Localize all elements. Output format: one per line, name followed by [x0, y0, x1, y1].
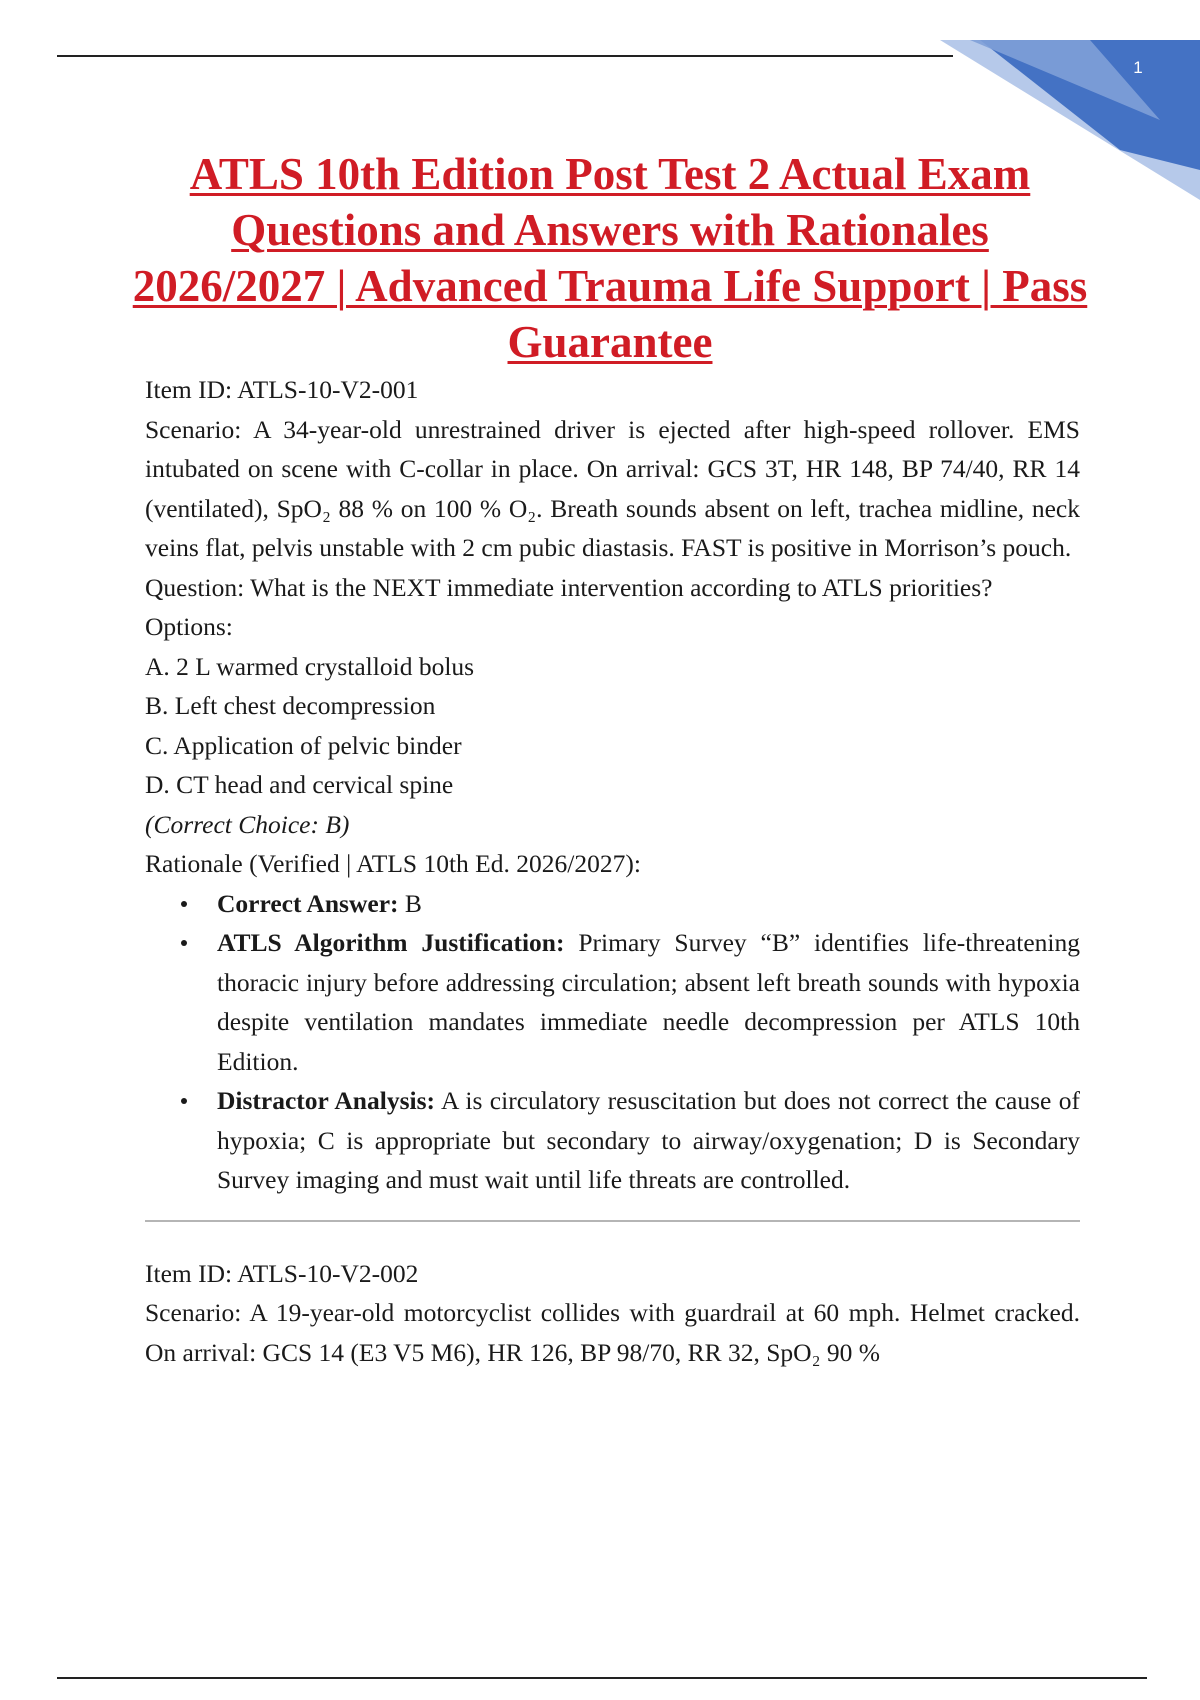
footer-rule	[57, 1677, 1147, 1679]
page-number: 1	[1133, 58, 1143, 77]
rationale-label: Correct Answer:	[217, 888, 399, 918]
rationale-text: Primary Survey “B” identifies life-threatening thoracic injury before addressing circulation; absent left breath sounds with hypoxia despite ventilation mandates immediate needle decompression per ATLS 10th Edition.	[217, 928, 1080, 1076]
document-title: ATLS 10th Edition Post Test 2 Actual Exam Questions and Answers with Rationales 2026/2027 | Advanced Trauma Life Support | Pass Guarantee	[132, 149, 1088, 367]
rationale-label: Distractor Analysis:	[217, 1086, 435, 1115]
option-d: D. CT head and cervical spine	[145, 770, 454, 799]
header-rule	[57, 55, 953, 57]
scenario-text: Scenario: A 19-year-old motorcyclist collides with guardrail at 60 mph. Helmet cracked. On arrival: GCS 14 (E3 V5 M6), HR 126, BP 98/70, RR 32, SpO₂ 90 %	[145, 1298, 1080, 1367]
question-item-1	[145, 370, 1080, 1200]
rationale-list	[145, 884, 1080, 1200]
option-a: A. 2 L warmed crystalloid bolus	[145, 651, 475, 681]
rationale-item-distractor-analysis	[217, 1081, 1080, 1200]
rationale-heading: Rationale (Verified | ATLS 10th Ed. 2026/2027):	[145, 849, 641, 878]
rationale-text: A is circulatory resuscitation but does not correct the cause of hypoxia; C is appropriate but secondary to airway/oxygenation; D is Secondary Survey imaging and must wait until life threats are controlled.	[217, 1086, 1080, 1194]
rationale-text: B	[398, 888, 422, 918]
option-c: C. Application of pelvic binder	[145, 730, 462, 760]
correct-choice: (Correct Choice: B)	[145, 809, 350, 839]
options-label: Options:	[145, 612, 233, 641]
option-b: B. Left chest decompression	[145, 691, 436, 720]
rationale-item-correct-answer	[217, 884, 1080, 924]
rationale-label: ATLS Algorithm Justification:	[217, 928, 565, 957]
document-body	[145, 370, 1080, 1372]
scenario-text: Scenario: A 34-year-old unrestrained driver is ejected after high-speed rollover. EMS intubated on scene with C-collar in place. On arrival: GCS 3T, HR 148, BP 74/40, RR 14 (ventilated), SpO₂ 88 % on 100 % O₂. Breath sounds absent on left, trachea midline, neck veins flat, pelvis unstable with 2 cm pubic diastasis. FAST is positive in Morrison’s pouch.	[145, 414, 1080, 562]
item-id: Item ID: ATLS-10-V2-001	[145, 375, 419, 404]
item-separator	[145, 1220, 1080, 1222]
question-item-2	[145, 1254, 1080, 1373]
rationale-item-algorithm-justification	[217, 923, 1080, 1081]
item-id: Item ID: ATLS-10-V2-002	[145, 1258, 419, 1288]
question-text: Question: What is the NEXT immediate intervention according to ATLS priorities?	[145, 572, 993, 602]
